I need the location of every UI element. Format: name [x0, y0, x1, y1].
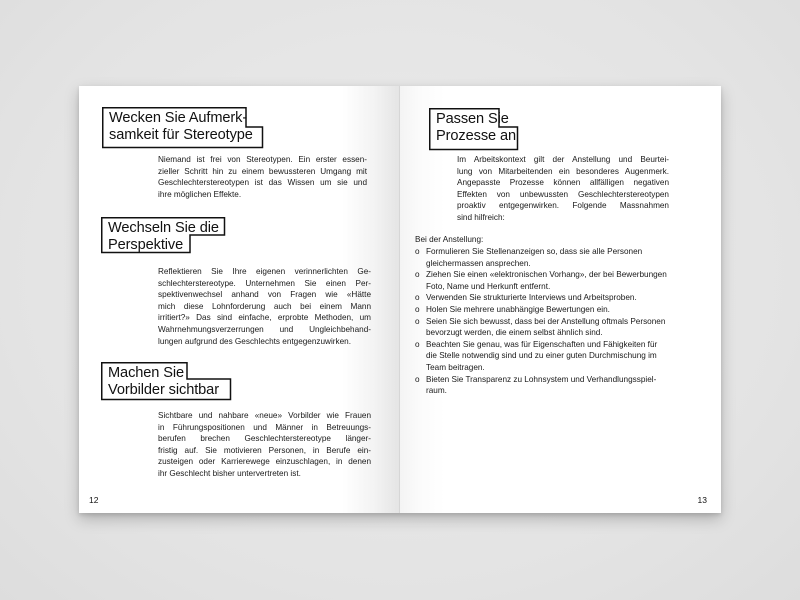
bullet-icon: o [415, 293, 420, 303]
list-item [415, 246, 675, 269]
text-line: Reflektieren Sie Ihre eigenen verinnerlichten Ge- [158, 267, 371, 276]
text-line: proaktiv entgegenwirken. Folgende Massnahmen [457, 201, 669, 211]
text-line: gleichermassen ansprechen. [426, 258, 531, 268]
measures-list [415, 246, 675, 397]
list-item [415, 316, 675, 339]
text-line: Im Arbeitskontext gilt der Anstellung und Beurtei- [457, 155, 669, 164]
text-line: Verwenden Sie strukturierte Interviews und Arbeitsproben. [426, 293, 637, 303]
bullet-icon: o [415, 270, 420, 280]
text-line: lung von Mitarbeitenden ein besonderes Augenmerk. [457, 166, 669, 176]
text-line: zusteigen oder Karrierewege einzuschlagen, in denen [158, 457, 371, 467]
list-intro: Bei der Anstellung: [415, 235, 484, 244]
booklet-spread [79, 86, 721, 513]
section-heading-stereotype-awareness [102, 107, 253, 144]
list-item [415, 304, 675, 316]
text-line: Bieten Sie Transparenz zu Lohnsystem und Verhandlungsspiel- [426, 374, 657, 384]
text-line: ihr Geschlecht bisher untervertreten ist. [158, 468, 301, 478]
heading-line: Machen Sie [108, 365, 185, 381]
heading-line: samkeit für Stereotype [109, 127, 253, 143]
bullet-icon: o [415, 374, 420, 384]
text-line: Niemand ist frei von Stereotypen. Ein erster essen- [158, 155, 367, 164]
text-line: schlechterstereotype. Unternehmen Sie einen Per- [158, 278, 371, 288]
section-body [158, 154, 367, 200]
heading-line: Vorbilder sichtbar [108, 382, 219, 398]
heading-line: Prozesse an [436, 128, 517, 144]
heading-line: Passen Sie [436, 111, 509, 127]
text-line: ihre möglichen Effekte. [158, 189, 242, 199]
heading-line: Wechseln Sie die [108, 220, 219, 236]
text-line: Seien Sie sich bewusst, dass bei der Anstellung oftmals Personen [426, 316, 666, 326]
bullet-icon: o [415, 247, 420, 256]
bullet-icon: o [415, 304, 420, 314]
bullet-icon: o [415, 339, 420, 349]
list-item [415, 374, 675, 397]
text-line: Foto, Name und Herkunft entfernt. [426, 281, 551, 291]
heading-line: Perspektive [108, 237, 184, 253]
text-line: Formulieren Sie Stellenanzeigen so, dass sie alle Personen [426, 247, 643, 256]
page-number: 13 [697, 495, 707, 505]
text-line: fristig auf. Sie motivieren Personen, in Berufe ein- [158, 445, 371, 455]
text-line: mich diese Lohnforderung auch bei einem Mann [158, 301, 371, 311]
section-body [158, 266, 371, 347]
right-page [400, 86, 721, 513]
text-line: Wahrnehmungsverzerrungen und Ungleichbehand- [158, 324, 371, 334]
heading-line: Wecken Sie Aufmerk- [109, 110, 248, 126]
page-number: 12 [89, 495, 99, 505]
text-line: berufen brechen Geschlechterstereotype länger- [158, 434, 371, 444]
bullet-icon: o [415, 316, 420, 326]
text-line: Beachten Sie genau, was für Eigenschaften und Fähigkeiten für [426, 339, 658, 349]
text-line: Effekten von unbewussten Geschlechterstereotypen [457, 189, 669, 199]
list-item [415, 269, 675, 292]
text-line: bevorzugt werden, die einem selbst ähnlich sind. [426, 328, 603, 338]
left-page [79, 86, 400, 513]
text-line: Angepasste Prozesse können allfälligen negativen [457, 178, 669, 188]
list-item [415, 292, 675, 304]
section-heading-adapt-processes [429, 108, 516, 145]
text-line: Sichtbare und nahbare «neue» Vorbilder wie Frauen [158, 411, 371, 420]
text-line: spektivenwechsel anhand von Fragen wie «Hätte [158, 290, 371, 300]
section-heading-change-perspective [101, 217, 219, 254]
text-line: Holen Sie mehrere unabhängige Bewertungen ein. [426, 304, 610, 314]
spine-fold [399, 86, 400, 513]
text-line: die Stelle notwendig sind und zu einer guten Durchmischung im [426, 351, 657, 361]
list-item [415, 339, 675, 374]
section-body [457, 154, 669, 224]
text-line: in Führungspositionen und Männer in Betreuungs- [158, 422, 371, 432]
text-line: Geschlechterstereotypen ist das Wissen um sie und [158, 178, 367, 188]
text-line: sind hilfreich: [457, 212, 505, 222]
text-line: lungen aufgrund des Geschlechts entgegenzuwirken. [158, 336, 351, 346]
section-body [158, 410, 371, 480]
section-heading-visible-role-models [101, 362, 219, 399]
text-line: Team beitragen. [426, 362, 485, 372]
text-line: zieller Schritt hin zu einem bewussteren Umgang mit [158, 166, 367, 176]
text-line: raum. [426, 386, 447, 396]
text-line: Ziehen Sie einen «elektronischen Vorhang», der bei Bewerbungen [426, 270, 667, 280]
text-line: irritiert?» Das sind einfache, erprobte Methoden, um [158, 313, 371, 323]
